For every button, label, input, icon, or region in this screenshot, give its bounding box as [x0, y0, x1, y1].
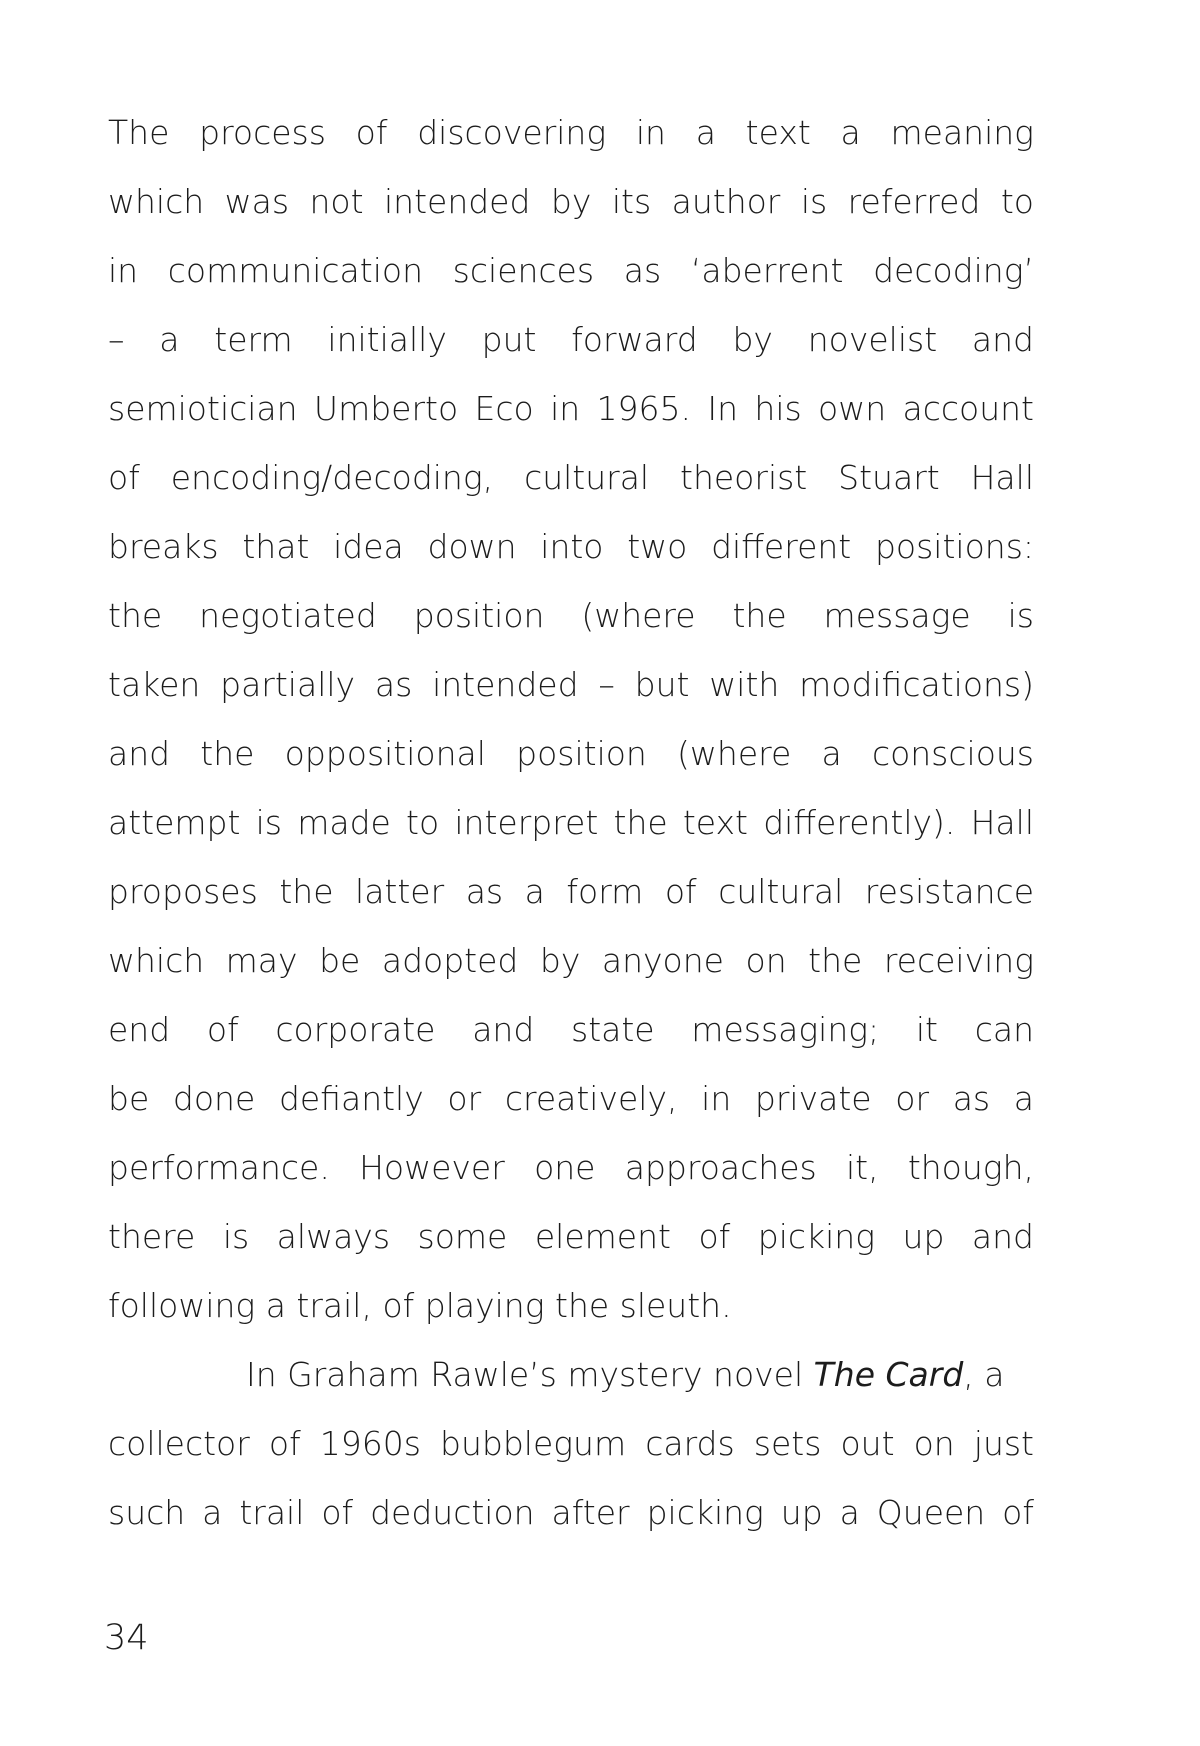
- text-line: there is always some element of picking up and: [108, 1217, 1034, 1256]
- paragraph-2: [108, 1340, 1034, 1547]
- text-line: be done defiantly or creatively, in private or as a: [108, 1079, 1034, 1118]
- text-line: proposes the latter as a form of cultural resistance: [108, 872, 1034, 911]
- text-line: such a trail of deduction after picking up a Queen of: [108, 1493, 1034, 1532]
- text-run: , a: [963, 1355, 1005, 1394]
- text-line: [108, 1340, 1034, 1409]
- text-line: following a trail, of playing the sleuth.: [108, 1286, 732, 1325]
- text-line: collector of 1960s bubblegum cards sets out on just: [108, 1424, 1034, 1463]
- text-line: taken partially as intended – but with modifications): [108, 665, 1034, 704]
- text-line: – a term initially put forward by novelist and: [108, 320, 1034, 359]
- text-line: performance. However one approaches it, though,: [108, 1148, 1034, 1187]
- text-line: and the oppositional position (where a conscious: [108, 734, 1034, 773]
- text-run: In Graham Rawle’s mystery novel: [246, 1355, 814, 1394]
- text-line: the negotiated position (where the message is: [108, 596, 1034, 635]
- body-text: [108, 98, 1034, 1547]
- text-line: in communication sciences as ‘aberrent decoding’: [108, 251, 1034, 290]
- text-line: breaks that idea down into two different positions:: [108, 527, 1034, 566]
- text-line: which was not intended by its author is referred to: [108, 182, 1034, 221]
- text-line: semiotician Umberto Eco in 1965. In his own account: [108, 389, 1034, 428]
- text-line: The process of discovering in a text a meaning: [108, 113, 1034, 152]
- book-title: The Card: [813, 1355, 964, 1394]
- text-line: attempt is made to interpret the text differently). Hall: [108, 803, 1034, 842]
- text-line: end of corporate and state messaging; it can: [108, 1010, 1034, 1049]
- page-number: 34: [104, 1618, 149, 1658]
- text-line: of encoding/decoding, cultural theorist Stuart Hall: [108, 458, 1034, 497]
- paragraph-1: [108, 98, 1034, 1340]
- text-line: which may be adopted by anyone on the receiving: [108, 941, 1034, 980]
